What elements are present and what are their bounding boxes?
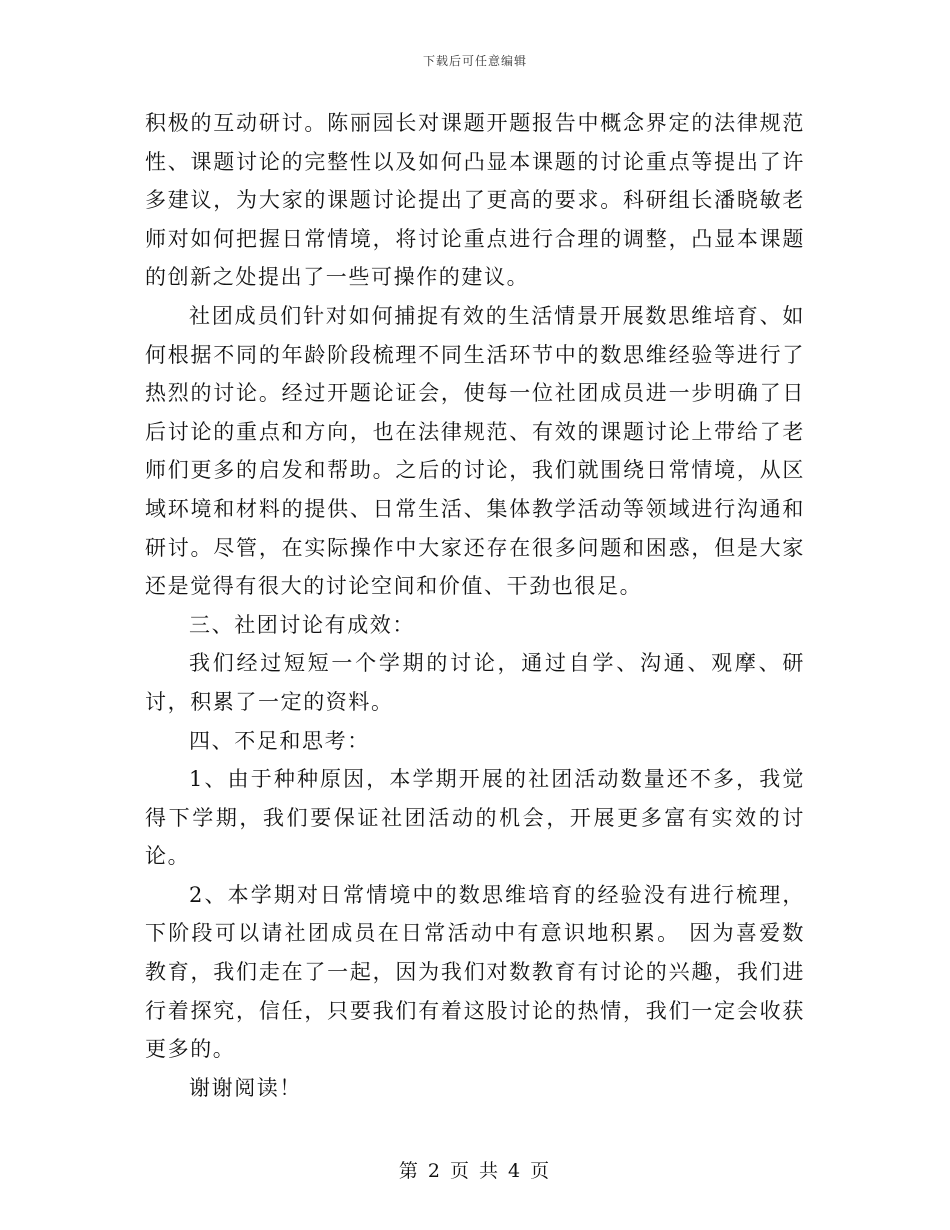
paragraph-member-discussion: 社团成员们针对如何捕捉有效的生活情景开展数思维培育、如何根据不同的年龄阶段梳理不同生活环节中的数思维经验等进行了热烈的讨论。经过开题论证会，使每一位社团成员进一步明确了日后讨论的重点和方向，也在法律规范、有效的课题讨论上带给了老师们更多的启发和帮助。之后的讨论，我们就围绕日常情境，从区域环境和材料的提供、日常生活、集体教学活动等领域进行沟通和研讨。尽管，在实际操作中大家还存在很多问题和困惑，但是大家还是觉得有很大的讨论空间和价值、干劲也很足。 [145, 303, 805, 599]
paragraph-reflection-2: 2、本学期对日常情境中的数思维培育的经验没有进行梳理，下阶段可以请社团成员在日常活动中有意识地积累。 因为喜爱数教育，我们走在了一起，因为我们对数教育有讨论的兴趣，我们进行着探究，信任，只要我们有着这股讨论的热情，我们一定会收获更多的。 [145, 882, 805, 1062]
closing-thanks: 谢谢阅读！ [189, 1075, 302, 1100]
section-heading-reflection: 四、不足和思考： [189, 728, 370, 753]
section-heading-results: 三、社团讨论有成效： [189, 612, 415, 637]
paragraph-discussion-continued: 积极的互动研讨。陈丽园长对课题开题报告中概念界定的法律规范性、课题讨论的完整性以及如何凸显本课题的讨论重点等提出了许多建议，为大家的课题讨论提出了更高的要求。科研组长潘晓敏老师对如何把握日常情境，将讨论重点进行合理的调整，凸显本课题的创新之处提出了一些可操作的建议。 [145, 111, 805, 290]
page-header-note: 下载后可任意编辑 [422, 54, 527, 68]
page-number: 第 2 页 共 4 页 [398, 1160, 552, 1182]
document-body [145, 104, 805, 1107]
paragraph-reflection-1: 1、由于种种原因，本学期开展的社团活动数量还不多，我觉得下学期，我们要保证社团活动的机会，开展更多富有实效的讨论。 [145, 767, 805, 869]
paragraph-results: 我们经过短短一个学期的讨论，通过自学、沟通、观摩、研讨，积累了一定的资料。 [145, 651, 805, 714]
